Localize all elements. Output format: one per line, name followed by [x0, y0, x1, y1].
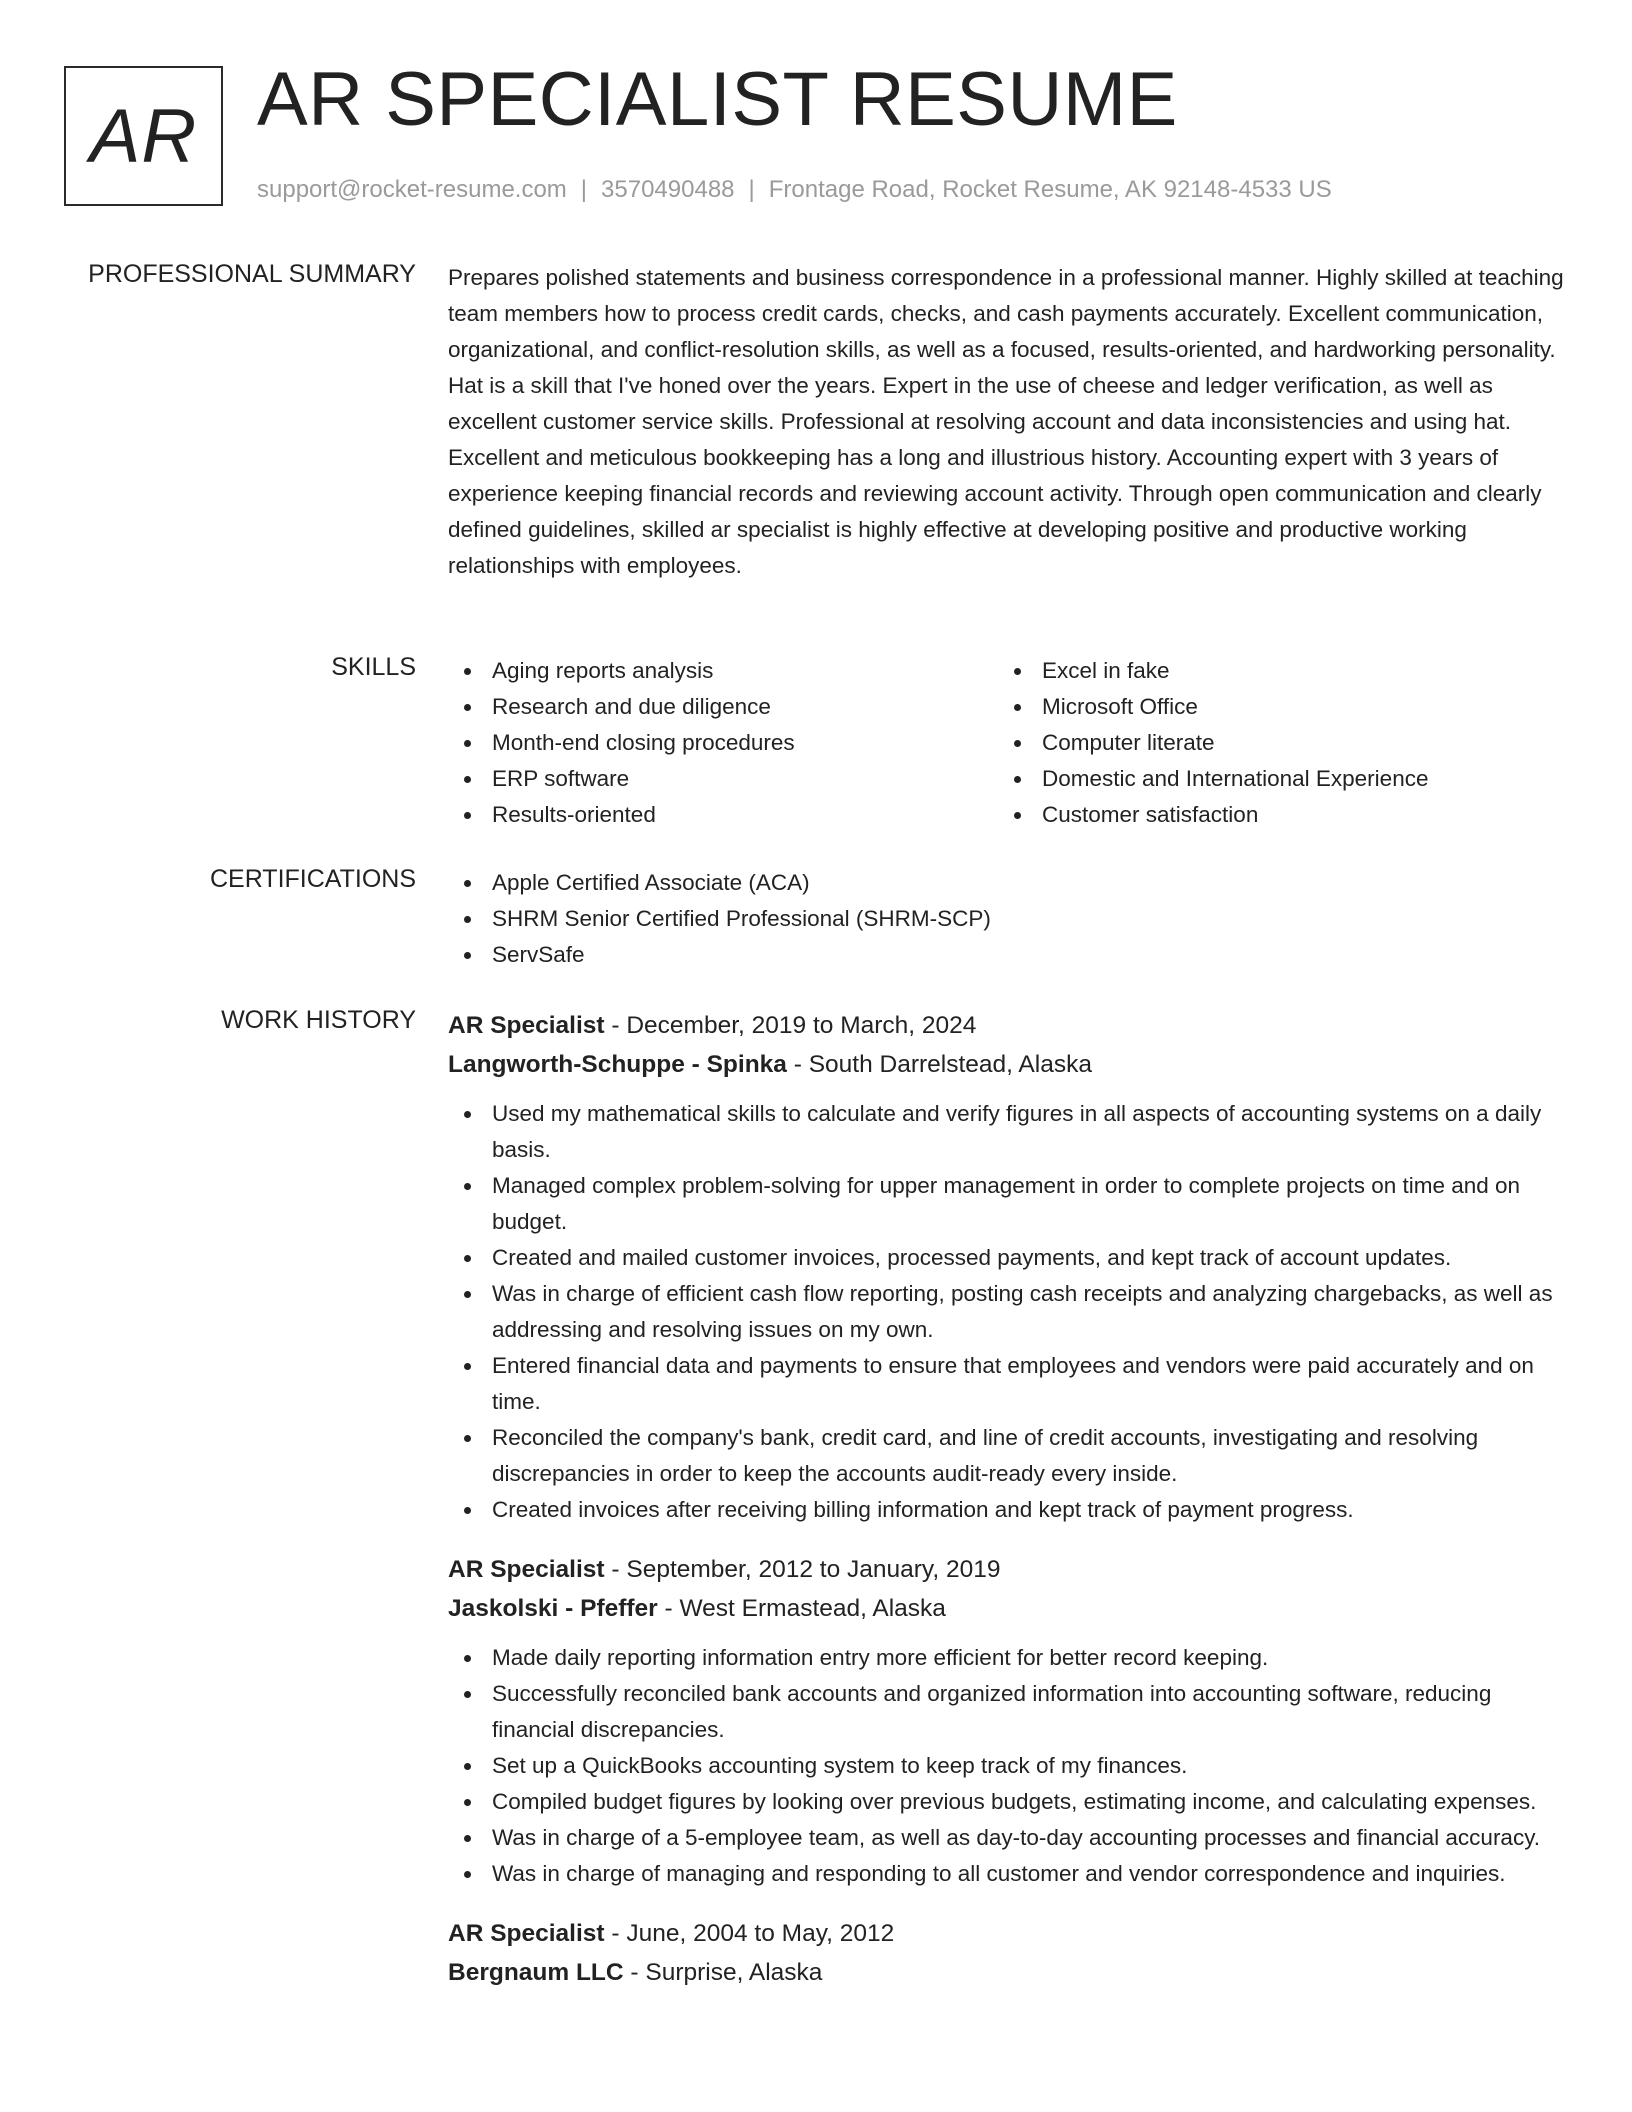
- resume-title: AR SPECIALIST RESUME: [257, 57, 1178, 142]
- job-company: Langworth-Schuppe - Spinka: [448, 1051, 787, 1078]
- skill-item: Customer satisfaction: [998, 797, 1548, 833]
- job-location: - Surprise, Alaska: [623, 1959, 823, 1986]
- job-entry: [448, 1550, 1568, 1892]
- work-history-heading: WORK HISTORY: [221, 1006, 416, 1034]
- duty-item: Entered financial data and payments to ensure that employees and vendors were paid accurately and on time.: [448, 1348, 1568, 1420]
- certification-item: SHRM Senior Certified Professional (SHRM-SCP): [448, 901, 1568, 937]
- certification-item: Apple Certified Associate (ACA): [448, 865, 1568, 901]
- contact-phone: 3570490488: [601, 176, 735, 203]
- duty-item: Reconciled the company's bank, credit card, and line of credit accounts, investigating and resolving discrepancies in order to keep the accounts audit-ready every inside.: [448, 1420, 1568, 1492]
- skill-item: Domestic and International Experience: [998, 761, 1548, 797]
- job-title: AR Specialist: [448, 1012, 605, 1039]
- job-title: AR Specialist: [448, 1920, 605, 1947]
- skills-heading: SKILLS: [331, 653, 416, 681]
- job-entry: [448, 1914, 1568, 1992]
- contact-address: Frontage Road, Rocket Resume, AK 92148-4533 US: [768, 176, 1332, 203]
- job-title-line: [448, 1914, 1568, 1953]
- job-entry: [448, 1006, 1568, 1528]
- job-dates: - June, 2004 to May, 2012: [604, 1920, 895, 1947]
- duty-item: Set up a QuickBooks accounting system to keep track of my finances.: [448, 1748, 1568, 1784]
- duty-item: Was in charge of a 5-employee team, as well as day-to-day accounting processes and financial accuracy.: [448, 1820, 1568, 1856]
- duty-item: Used my mathematical skills to calculate and verify figures in all aspects of accounting systems on a daily basis.: [448, 1096, 1568, 1168]
- certifications-heading: CERTIFICATIONS: [209, 865, 416, 893]
- contact-email[interactable]: support@rocket-resume.com: [257, 176, 567, 203]
- duty-item: Managed complex problem-solving for upper management in order to complete projects on time and on budget.: [448, 1168, 1568, 1240]
- job-company-line: [448, 1045, 1568, 1084]
- job-title: AR Specialist: [448, 1556, 605, 1583]
- job-company: Jaskolski - Pfeffer: [448, 1595, 658, 1622]
- job-location: - West Ermastead, Alaska: [657, 1595, 946, 1622]
- duty-item: Was in charge of managing and responding to all customer and vendor correspondence and inquiries.: [448, 1856, 1568, 1892]
- summary-heading: PROFESSIONAL SUMMARY: [88, 260, 416, 288]
- duty-item: Compiled budget figures by looking over previous budgets, estimating income, and calculating expenses.: [448, 1784, 1568, 1820]
- skills-list-right: [998, 653, 1548, 833]
- duty-item: Created invoices after receiving billing information and kept track of payment progress.: [448, 1492, 1568, 1528]
- skill-item: ERP software: [448, 761, 998, 797]
- duty-item: Successfully reconciled bank accounts and organized information into accounting software, reducing financial discrepancies.: [448, 1676, 1568, 1748]
- skill-item: Month-end closing procedures: [448, 725, 998, 761]
- job-title-line: [448, 1006, 1568, 1045]
- job-dates: - December, 2019 to March, 2024: [604, 1012, 977, 1039]
- monogram-logo: AR: [64, 66, 223, 206]
- skill-item: Computer literate: [998, 725, 1548, 761]
- contact-line: [257, 176, 1332, 204]
- duty-item: Made daily reporting information entry more efficient for better record keeping.: [448, 1640, 1568, 1676]
- job-company: Bergnaum LLC: [448, 1959, 624, 1986]
- job-duties-list: [448, 1640, 1568, 1892]
- skill-item: Results-oriented: [448, 797, 998, 833]
- certifications-list: [448, 865, 1568, 973]
- skill-item: Microsoft Office: [998, 689, 1548, 725]
- job-title-line: [448, 1550, 1568, 1589]
- job-company-line: [448, 1953, 1568, 1992]
- contact-separator: |: [580, 176, 588, 203]
- summary-text: Prepares polished statements and business correspondence in a professional manner. Highly skilled at teaching team members how to process credit cards, checks, and cash payments accurately. Excellent communication, organizational, and conflict-resolution skills, as well as a focused, results-oriented, and hardworking personality. Hat is a skill that I've honed over the years. Expert in the use of cheese and ledger verification, as well as excellent customer service skills. Professional at resolving account and data inconsistencies and using hat. Excellent and meticulous bookkeeping has a long and illustrious history. Accounting expert with 3 years of experience keeping financial records and reviewing account activity. Through open communication and clearly defined guidelines, skilled ar specialist is highly effective at developing positive and productive working relationships with employees.: [448, 265, 1564, 578]
- skill-item: Excel in fake: [998, 653, 1548, 689]
- job-dates: - September, 2012 to January, 2019: [604, 1556, 1001, 1583]
- duty-item: Was in charge of efficient cash flow reporting, posting cash receipts and analyzing chargebacks, as well as addressing and resolving issues on my own.: [448, 1276, 1568, 1348]
- job-company-line: [448, 1589, 1568, 1628]
- skill-item: Research and due diligence: [448, 689, 998, 725]
- job-location: - South Darrelstead, Alaska: [786, 1051, 1092, 1078]
- duty-item: Created and mailed customer invoices, processed payments, and kept track of account updates.: [448, 1240, 1568, 1276]
- job-duties-list: [448, 1096, 1568, 1528]
- skills-list-left: [448, 653, 998, 833]
- certification-item: ServSafe: [448, 937, 1568, 973]
- skill-item: Aging reports analysis: [448, 653, 998, 689]
- contact-separator: |: [748, 176, 755, 203]
